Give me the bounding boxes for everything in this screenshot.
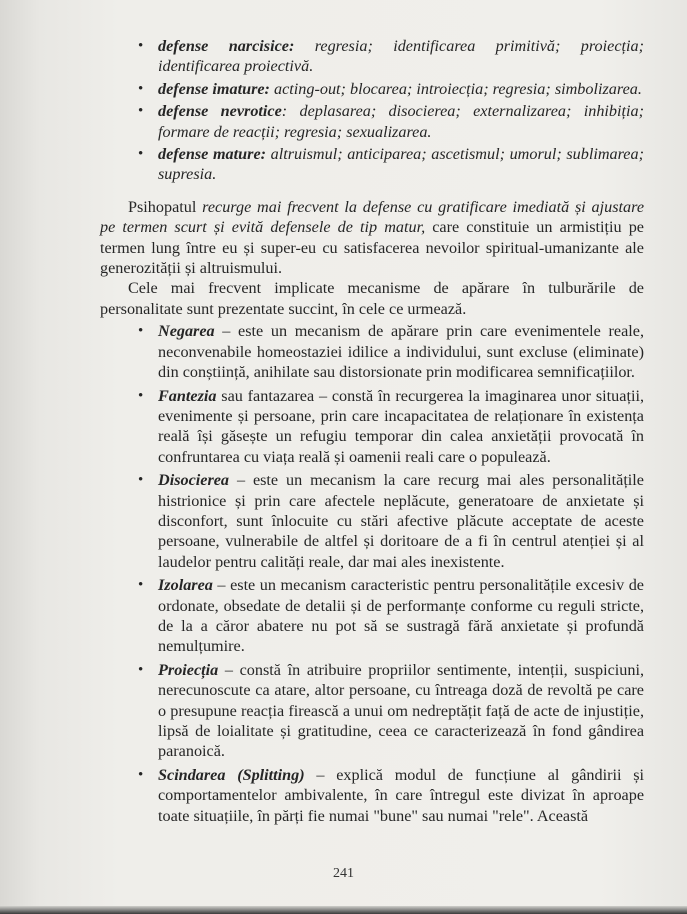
mechanism-text: sau fantazarea – constă în recurgerea la imaginarea unor situații, evenimente și persoane, prin care incapacitatea de relaționare în existența reală își găsește un refugiu temporar din calea anxietății provocată în confruntarea cu viața reală și oamenii reali care o populează. bbox=[158, 386, 644, 466]
defense-term: defense narcisice: bbox=[158, 37, 295, 55]
page-edge bbox=[0, 906, 687, 914]
list-item bbox=[100, 575, 644, 657]
list-item bbox=[100, 36, 644, 77]
defense-text: : deplasarea; disocierea; externalizarea; inhibiția; formare de reacții; regresia; sexualizarea. bbox=[158, 102, 644, 141]
paragraph-start: Psihopatul bbox=[128, 197, 203, 216]
list-item bbox=[100, 79, 644, 99]
list-item bbox=[100, 101, 644, 142]
bullet-icon: • bbox=[138, 323, 144, 340]
list-item bbox=[100, 470, 644, 572]
list-item bbox=[100, 321, 644, 382]
bullet-icon: • bbox=[138, 472, 144, 489]
mechanism-list bbox=[100, 321, 644, 826]
mechanism-term: Scindarea (Splitting) bbox=[158, 765, 305, 784]
defense-text: regresia; identificarea primitivă; proiecția; identificarea proiectivă. bbox=[158, 37, 644, 76]
paragraph-intro: Cele mai frecvent implicate mecanisme de apărare în tulburările de personalitate sunt prezentate succint, în cele ce urmează. bbox=[100, 279, 644, 318]
defense-text: acting-out; blocarea; introiecția; regresia; simbolizarea. bbox=[269, 79, 642, 98]
list-item bbox=[100, 660, 644, 762]
bullet-icon: • bbox=[138, 146, 144, 163]
defense-term: defense nevrotice bbox=[158, 102, 282, 121]
bullet-icon: • bbox=[138, 103, 144, 120]
defense-list bbox=[100, 36, 644, 185]
list-item bbox=[100, 144, 644, 185]
defense-term: defense imature: bbox=[158, 79, 270, 98]
list-item bbox=[100, 765, 644, 826]
mechanism-term: Disocierea bbox=[158, 471, 230, 490]
bullet-icon: • bbox=[138, 766, 144, 783]
paragraph-italic: recurge mai frecvent la defense cu gratificare imediată și ajustare pe termen scurt și evită defensele de tip matur, bbox=[100, 197, 644, 237]
paragraph-end: care constituie un armistițiu pe termen lung între eu și super-eu cu satisfacerea nevoilor spiritual-umanizante ale generozității și altruismului. bbox=[100, 218, 644, 278]
bullet-icon: • bbox=[138, 80, 144, 97]
bullet-icon: • bbox=[138, 661, 144, 678]
page-number: 241 bbox=[333, 866, 354, 881]
mechanism-text: – este un mecanism de apărare prin care evenimentele reale, neconvenabile homeostaziei idilice a individului, sunt excluse (eliminate) din conștiință, anihilate sau distorsionate prin modificarea semnificațiilor. bbox=[158, 322, 644, 382]
mechanism-text: – este un mecanism caracteristic pentru personalitățile excesiv de ordonate, obsedate de detalii și de performanțe conforme cu reguli stricte, de la a căror abatere nu pot să se sustragă fără anxietate și profundă nemulțumire. bbox=[158, 576, 644, 656]
mechanism-term: Negarea bbox=[158, 322, 215, 341]
mechanism-term: Proiecția bbox=[158, 660, 219, 679]
defense-term: defense mature: bbox=[158, 145, 267, 164]
bullet-icon: • bbox=[138, 38, 144, 54]
mechanism-term: Fantezia bbox=[158, 386, 217, 405]
mechanism-term: Izolarea bbox=[158, 576, 213, 595]
bullet-icon: • bbox=[138, 577, 144, 594]
mechanism-text: – este un mecanism la care recurg mai ales personalitățile histrionice și prin care afectele neplăcute, generatoare de anxietate și disconfort, sunt înlocuite cu stări afective plăcute acceptate de aceste persoane, vulnerabile de altfel și doritoare de a fi în centrul atenției și al laudelor pentru calități reale, dar mai ales inexistente. bbox=[158, 471, 644, 571]
list-item bbox=[100, 386, 644, 468]
mechanism-text: – constă în atribuire propriilor sentimente, intenții, suspiciuni, nerecunoscute ca atare, altor persoane, cu întreaga doză de revoltă pe care o presupune reacția firească a unui om nedreptățit față de acte de injustiție, lipsă de loialitate și gratitudine, ceea ce caracterizează în fond gândirea paranoică. bbox=[158, 660, 644, 761]
mechanism-text: – explică modul de funcțiune al gândirii și comportamentelor ambivalente, în care întregul este divizat în aproape toate situațiile, în părți fie numai "bune" sau numai "rele". Această bbox=[158, 765, 644, 825]
defense-text: altruismul; anticiparea; ascetismul; umorul; sublimarea; supresia. bbox=[158, 145, 644, 184]
paragraph-psihopatul bbox=[100, 197, 644, 279]
page-content bbox=[100, 36, 644, 829]
bullet-icon: • bbox=[138, 387, 144, 404]
